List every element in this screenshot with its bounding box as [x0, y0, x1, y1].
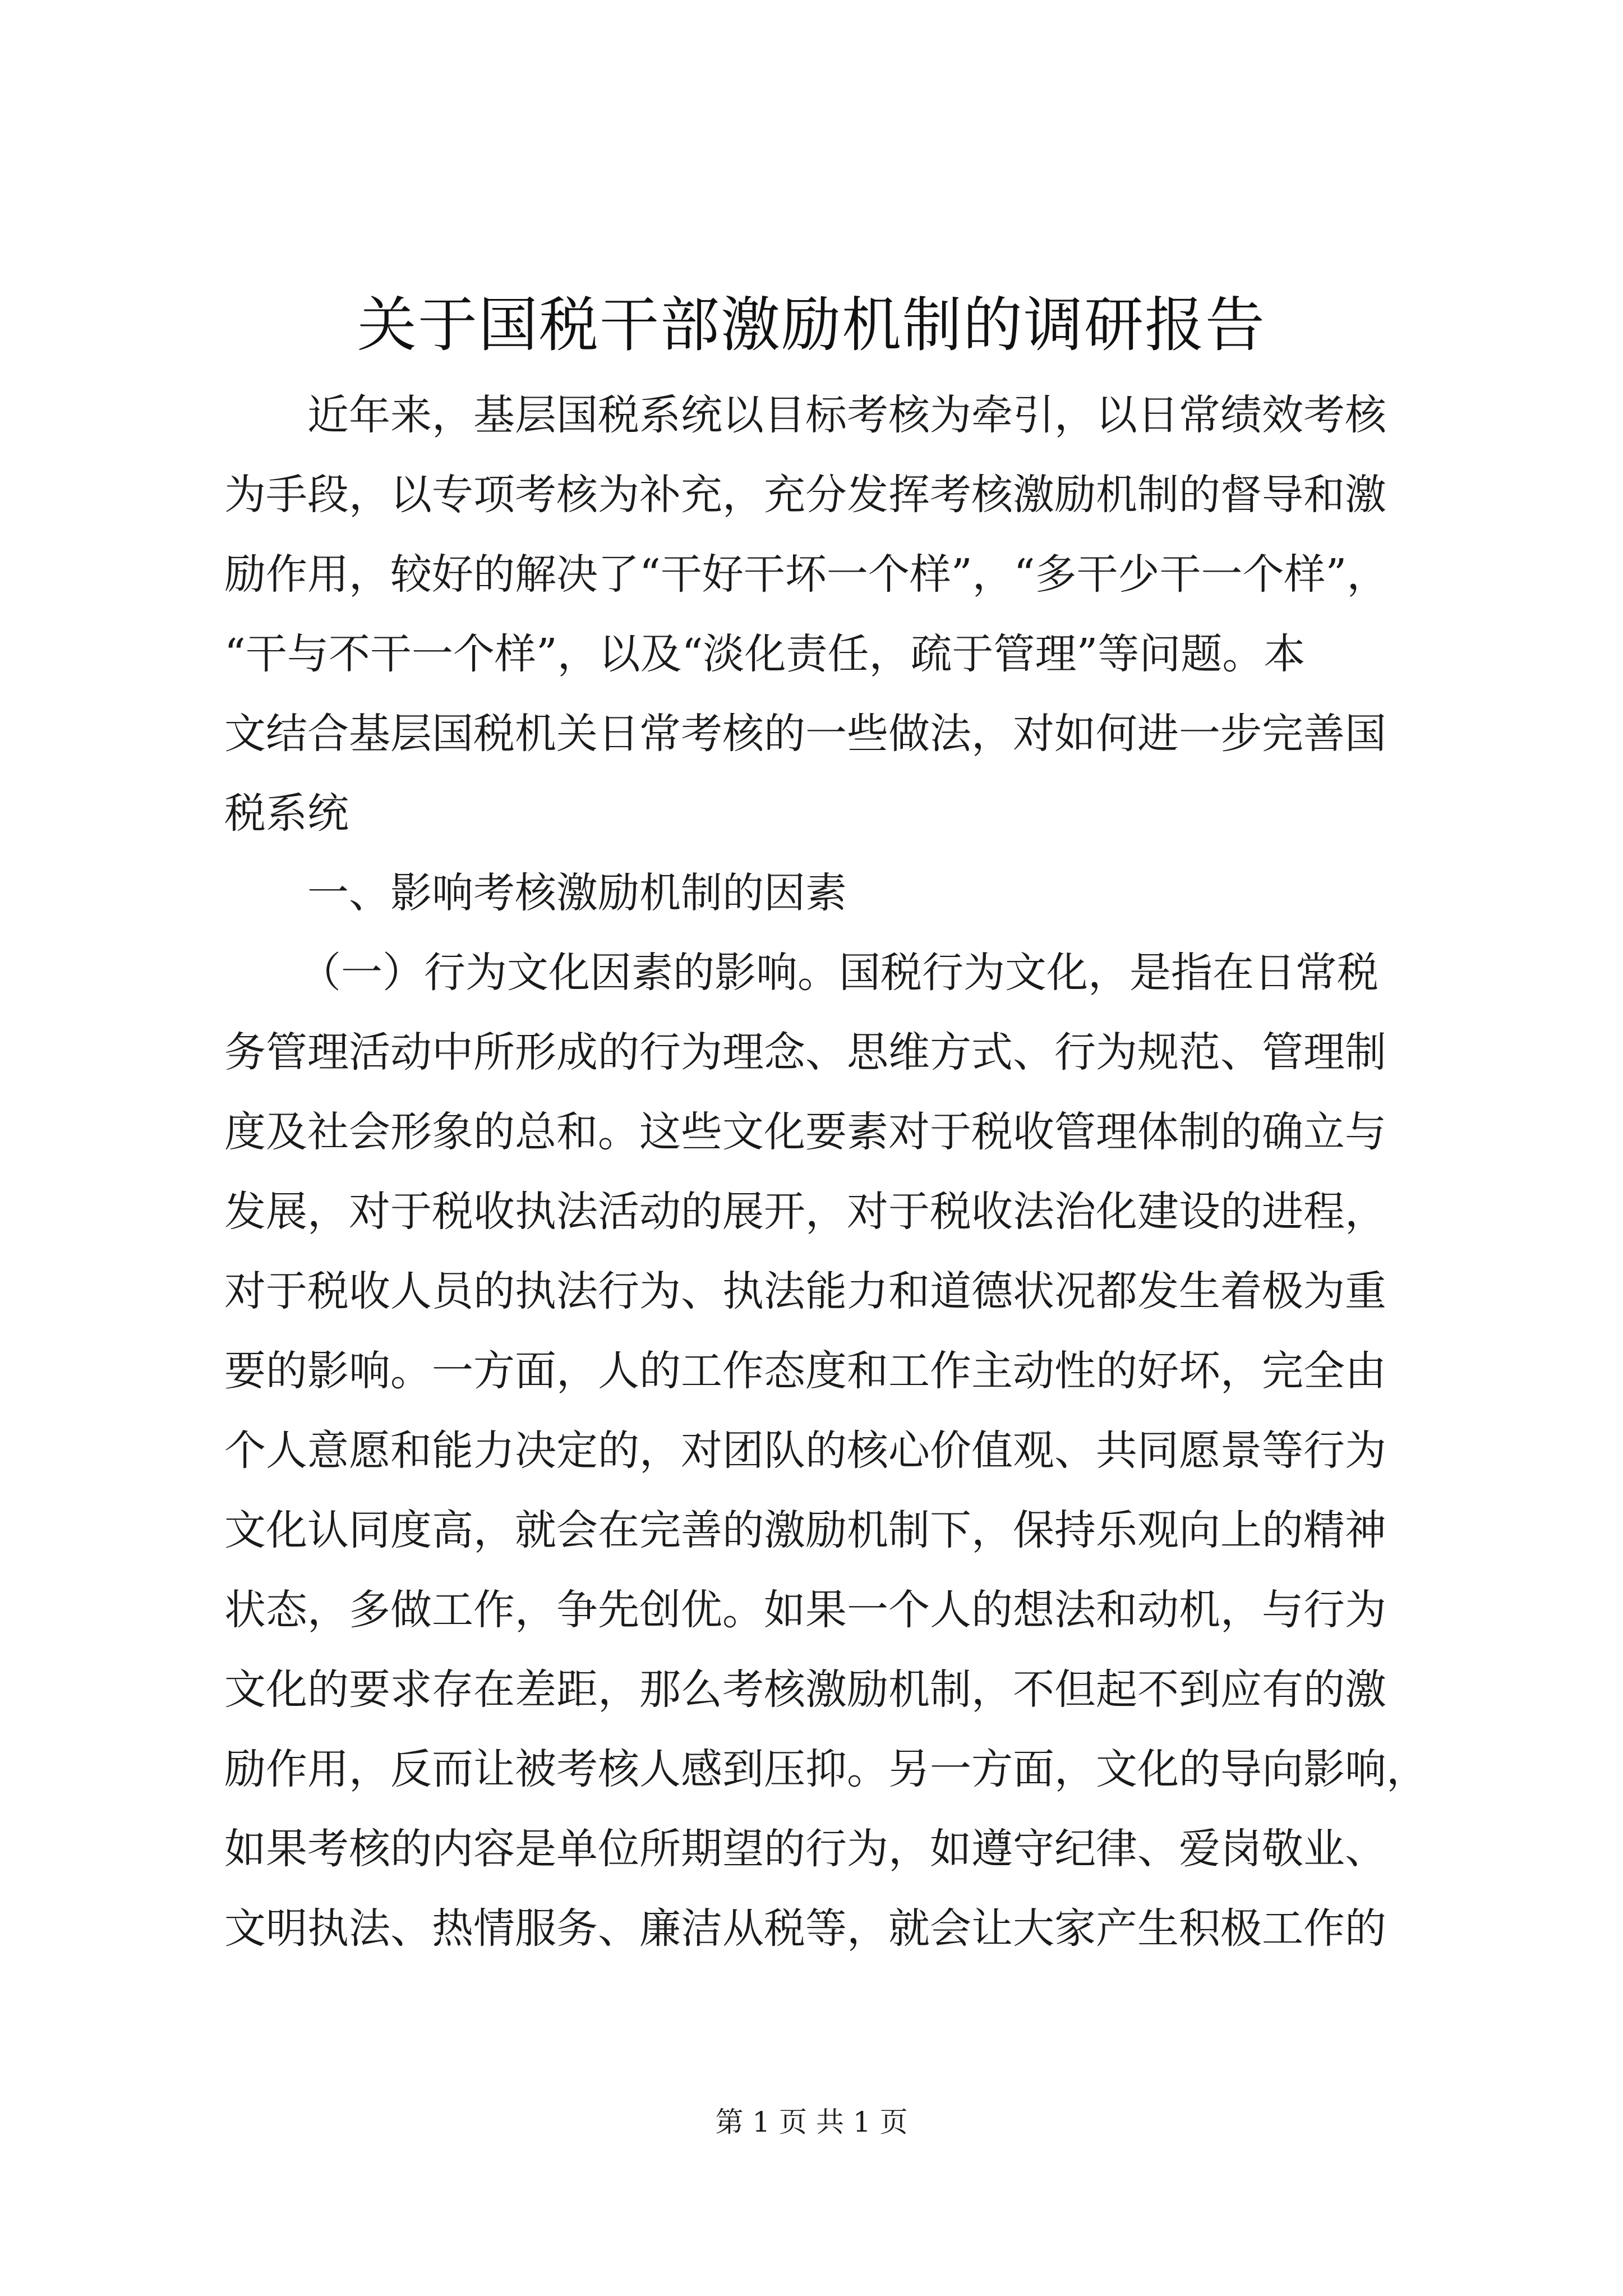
body-line: 励作用，反而让被考核人感到压抑。另一方面，文化的导向影响， — [224, 1745, 1428, 1793]
body-line: （一）行为文化因素的影响。国税行为文化，是指在日常税 — [299, 949, 1378, 997]
body-line: 状态，多做工作，争先创优。如果一个人的想法和动机，与行为 — [224, 1586, 1386, 1634]
body-line: 文化认同度高，就会在完善的激励机制下，保持乐观向上的精神 — [224, 1506, 1386, 1554]
body-line: 文化的要求存在差距，那么考核激励机制，不但起不到应有的激 — [224, 1665, 1386, 1714]
body-line: “干与不干一个样”，以及“淡化责任，疏于管理”等问题。本 — [224, 630, 1306, 678]
body-line: 税系统 — [224, 789, 349, 838]
page-number-footer: 第 1 页 共 1 页 — [715, 2106, 908, 2138]
document-title: 关于国税干部激励机制的调研报告 — [357, 291, 1266, 360]
body-line: 发展，对于税收执法活动的展开，对于税收法治化建设的进程， — [224, 1188, 1386, 1236]
body-line: 要的影响。一方面，人的工作态度和工作主动性的好坏，完全由 — [224, 1347, 1386, 1395]
body-line: 文结合基层国税机关日常考核的一些做法，对如何进一步完善国 — [224, 710, 1386, 758]
body-line: 度及社会形象的总和。这些文化要素对于税收管理体制的确立与 — [224, 1108, 1386, 1156]
body-line: 励作用，较好的解决了“干好干坏一个样”，“多干少干一个样”， — [224, 550, 1389, 599]
body-line: 务管理活动中所形成的行为理念、思维方式、行为规范、管理制 — [224, 1028, 1386, 1076]
section-heading: 一、影响考核激励机制的因素 — [307, 869, 847, 917]
body-line: 近年来，基层国税系统以目标考核为牵引，以日常绩效考核 — [307, 391, 1386, 439]
body-line: 对于税收人员的执法行为、执法能力和道德状况都发生着极为重 — [224, 1267, 1386, 1315]
body-line: 如果考核的内容是单位所期望的行为，如遵守纪律、爱岗敬业、 — [224, 1825, 1386, 1873]
body-line: 文明执法、热情服务、廉洁从税等，就会让大家产生积极工作的 — [224, 1904, 1386, 1953]
body-line: 个人意愿和能力决定的，对团队的核心价值观、共同愿景等行为 — [224, 1427, 1386, 1475]
body-line: 为手段，以专项考核为补充，充分发挥考核激励机制的督导和激 — [224, 471, 1386, 519]
